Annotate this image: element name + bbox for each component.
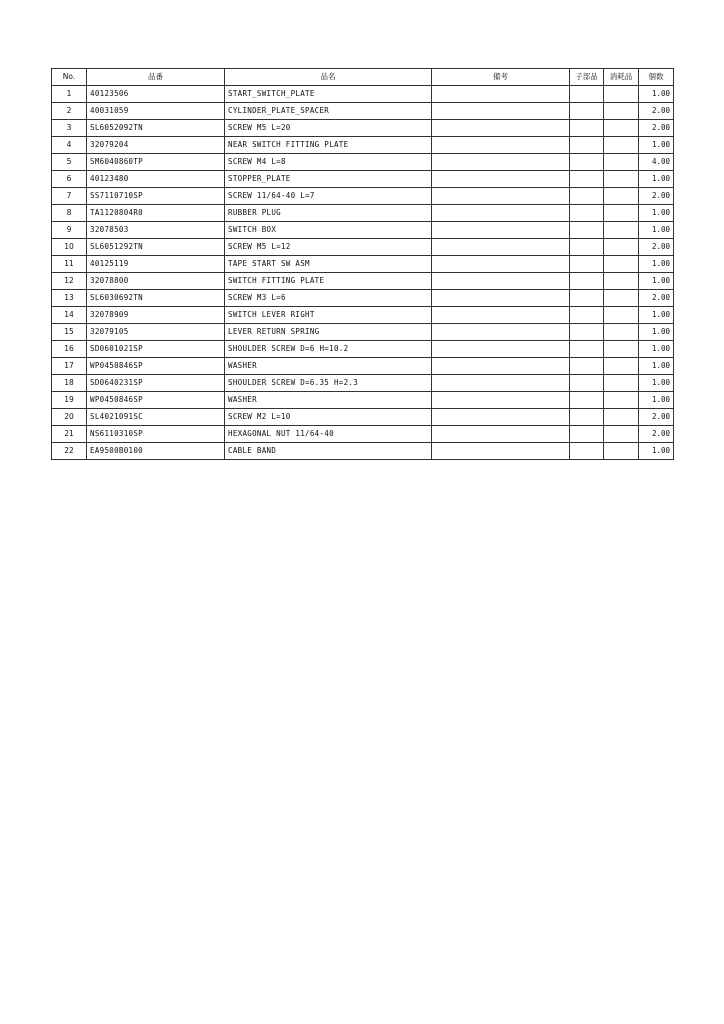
table-row [52, 443, 674, 460]
cell-consumable [604, 307, 639, 324]
cell-qty: 4.00 [639, 154, 674, 171]
cell-sub-part [570, 188, 604, 205]
cell-no: 10 [52, 239, 87, 256]
cell-part-name: TAPE START SW ASM [225, 256, 432, 273]
cell-remarks [432, 239, 570, 256]
header-qty: 個数 [639, 69, 674, 86]
cell-remarks [432, 103, 570, 120]
cell-part-name: STOPPER_PLATE [225, 171, 432, 188]
table-row [52, 103, 674, 120]
cell-part-no: 32079204 [87, 137, 225, 154]
cell-consumable [604, 290, 639, 307]
cell-no: 20 [52, 409, 87, 426]
cell-part-name: CABLE BAND [225, 443, 432, 460]
cell-sub-part [570, 341, 604, 358]
header-part-name: 品名 [225, 69, 432, 86]
cell-no: 16 [52, 341, 87, 358]
table-row [52, 341, 674, 358]
table-row [52, 222, 674, 239]
cell-remarks [432, 307, 570, 324]
cell-part-no: 32078800 [87, 273, 225, 290]
cell-no: 15 [52, 324, 87, 341]
cell-remarks [432, 137, 570, 154]
cell-remarks [432, 426, 570, 443]
cell-part-no: WP0450846SP [87, 358, 225, 375]
cell-no: 17 [52, 358, 87, 375]
table-row [52, 426, 674, 443]
cell-sub-part [570, 239, 604, 256]
cell-part-name: SWITCH BOX [225, 222, 432, 239]
cell-no: 19 [52, 392, 87, 409]
cell-no: 1 [52, 86, 87, 103]
cell-qty: 1.00 [639, 222, 674, 239]
cell-remarks [432, 324, 570, 341]
cell-consumable [604, 154, 639, 171]
cell-part-name: SCREW M2 L=10 [225, 409, 432, 426]
cell-sub-part [570, 120, 604, 137]
cell-no: 3 [52, 120, 87, 137]
table-row [52, 86, 674, 103]
header-remarks: 備考 [432, 69, 570, 86]
cell-consumable [604, 86, 639, 103]
cell-part-name: CYLINDER_PLATE_SPACER [225, 103, 432, 120]
cell-no: 8 [52, 205, 87, 222]
cell-qty: 1.00 [639, 341, 674, 358]
cell-part-name: HEXAGONAL NUT 11/64-40 [225, 426, 432, 443]
cell-consumable [604, 188, 639, 205]
header-no: No. [52, 69, 87, 86]
cell-part-name: SCREW 11/64-40 L=7 [225, 188, 432, 205]
table-row [52, 154, 674, 171]
parts-table-header [52, 69, 674, 86]
table-row [52, 239, 674, 256]
cell-consumable [604, 324, 639, 341]
cell-part-name: SHOULDER SCREW D=6 H=10.2 [225, 341, 432, 358]
table-row [52, 171, 674, 188]
cell-remarks [432, 222, 570, 239]
cell-consumable [604, 341, 639, 358]
cell-no: 7 [52, 188, 87, 205]
cell-no: 4 [52, 137, 87, 154]
cell-remarks [432, 154, 570, 171]
cell-no: 18 [52, 375, 87, 392]
cell-part-no: 40125119 [87, 256, 225, 273]
cell-part-name: SCREW M5 L=12 [225, 239, 432, 256]
table-row [52, 290, 674, 307]
table-row [52, 324, 674, 341]
cell-part-name: START_SWITCH_PLATE [225, 86, 432, 103]
cell-remarks [432, 86, 570, 103]
cell-qty: 1.00 [639, 375, 674, 392]
parts-list-sheet [51, 68, 673, 460]
cell-no: 22 [52, 443, 87, 460]
table-row [52, 273, 674, 290]
cell-sub-part [570, 324, 604, 341]
cell-consumable [604, 273, 639, 290]
cell-part-no: TA1120804R0 [87, 205, 225, 222]
cell-remarks [432, 188, 570, 205]
cell-qty: 2.00 [639, 426, 674, 443]
header-part-no: 品番 [87, 69, 225, 86]
cell-part-no: SM6040860TP [87, 154, 225, 171]
cell-qty: 1.00 [639, 171, 674, 188]
cell-remarks [432, 256, 570, 273]
cell-consumable [604, 103, 639, 120]
cell-qty: 1.00 [639, 256, 674, 273]
cell-part-name: LEVER RETURN SPRING [225, 324, 432, 341]
cell-remarks [432, 443, 570, 460]
cell-qty: 1.00 [639, 137, 674, 154]
cell-part-no: SD0601021SP [87, 341, 225, 358]
table-row [52, 409, 674, 426]
cell-consumable [604, 137, 639, 154]
cell-part-no: 40123506 [87, 86, 225, 103]
cell-remarks [432, 409, 570, 426]
table-row [52, 375, 674, 392]
cell-part-name: SHOULDER SCREW D=6.35 H=2.3 [225, 375, 432, 392]
cell-consumable [604, 409, 639, 426]
cell-sub-part [570, 443, 604, 460]
table-row [52, 256, 674, 273]
cell-part-no: 32078909 [87, 307, 225, 324]
cell-no: 21 [52, 426, 87, 443]
cell-part-no: SL6052092TN [87, 120, 225, 137]
cell-sub-part [570, 375, 604, 392]
cell-part-no: 32079105 [87, 324, 225, 341]
cell-remarks [432, 290, 570, 307]
cell-qty: 2.00 [639, 290, 674, 307]
cell-part-no: WP0450846SP [87, 392, 225, 409]
cell-no: 9 [52, 222, 87, 239]
table-row [52, 307, 674, 324]
cell-part-name: SCREW M4 L=8 [225, 154, 432, 171]
header-consumable: 消耗品 [604, 69, 639, 86]
cell-qty: 2.00 [639, 239, 674, 256]
parts-table [51, 68, 674, 460]
cell-sub-part [570, 426, 604, 443]
cell-qty: 1.00 [639, 307, 674, 324]
cell-sub-part [570, 256, 604, 273]
cell-qty: 1.00 [639, 205, 674, 222]
cell-sub-part [570, 86, 604, 103]
cell-qty: 1.00 [639, 443, 674, 460]
cell-no: 6 [52, 171, 87, 188]
cell-part-no: SD0640231SP [87, 375, 225, 392]
cell-remarks [432, 273, 570, 290]
cell-part-no: EA9500B0100 [87, 443, 225, 460]
cell-part-name: SCREW M3 L=6 [225, 290, 432, 307]
cell-consumable [604, 205, 639, 222]
cell-sub-part [570, 307, 604, 324]
cell-consumable [604, 171, 639, 188]
cell-sub-part [570, 409, 604, 426]
cell-consumable [604, 358, 639, 375]
cell-remarks [432, 392, 570, 409]
cell-sub-part [570, 273, 604, 290]
cell-remarks [432, 171, 570, 188]
header-sub-part: 子部品 [570, 69, 604, 86]
cell-consumable [604, 120, 639, 137]
cell-part-name: SCREW M5 L=20 [225, 120, 432, 137]
cell-part-name: WASHER [225, 392, 432, 409]
cell-part-name: SWITCH FITTING PLATE [225, 273, 432, 290]
cell-qty: 1.00 [639, 273, 674, 290]
cell-qty: 1.00 [639, 324, 674, 341]
cell-sub-part [570, 392, 604, 409]
cell-part-no: SS7110710SP [87, 188, 225, 205]
cell-qty: 1.00 [639, 358, 674, 375]
cell-remarks [432, 375, 570, 392]
cell-consumable [604, 375, 639, 392]
cell-consumable [604, 392, 639, 409]
cell-part-no: 32078503 [87, 222, 225, 239]
cell-sub-part [570, 358, 604, 375]
cell-no: 5 [52, 154, 87, 171]
cell-qty: 1.00 [639, 392, 674, 409]
cell-no: 11 [52, 256, 87, 273]
cell-no: 14 [52, 307, 87, 324]
cell-remarks [432, 341, 570, 358]
cell-part-no: SL6051292TN [87, 239, 225, 256]
cell-no: 2 [52, 103, 87, 120]
cell-part-name: WASHER [225, 358, 432, 375]
table-row [52, 120, 674, 137]
table-row [52, 205, 674, 222]
table-row [52, 188, 674, 205]
cell-remarks [432, 120, 570, 137]
parts-table-body [52, 86, 674, 460]
cell-qty: 1.00 [639, 86, 674, 103]
cell-sub-part [570, 154, 604, 171]
cell-part-name: RUBBER PLUG [225, 205, 432, 222]
cell-part-no: 40123480 [87, 171, 225, 188]
cell-sub-part [570, 222, 604, 239]
cell-part-no: SL4021091SC [87, 409, 225, 426]
cell-sub-part [570, 137, 604, 154]
cell-part-name: SWITCH LEVER RIGHT [225, 307, 432, 324]
cell-remarks [432, 205, 570, 222]
cell-part-no: 40031059 [87, 103, 225, 120]
cell-qty: 2.00 [639, 188, 674, 205]
cell-sub-part [570, 205, 604, 222]
cell-consumable [604, 426, 639, 443]
cell-sub-part [570, 290, 604, 307]
cell-part-no: NS6110310SP [87, 426, 225, 443]
cell-remarks [432, 358, 570, 375]
header-row [52, 69, 674, 86]
table-row [52, 392, 674, 409]
cell-part-name: NEAR SWITCH FITTING PLATE [225, 137, 432, 154]
cell-qty: 2.00 [639, 120, 674, 137]
cell-consumable [604, 256, 639, 273]
cell-sub-part [570, 103, 604, 120]
cell-no: 12 [52, 273, 87, 290]
table-row [52, 137, 674, 154]
cell-qty: 2.00 [639, 103, 674, 120]
cell-qty: 2.00 [639, 409, 674, 426]
cell-part-no: SL6030692TN [87, 290, 225, 307]
cell-no: 13 [52, 290, 87, 307]
cell-consumable [604, 222, 639, 239]
cell-sub-part [570, 171, 604, 188]
table-row [52, 358, 674, 375]
cell-consumable [604, 443, 639, 460]
cell-consumable [604, 239, 639, 256]
